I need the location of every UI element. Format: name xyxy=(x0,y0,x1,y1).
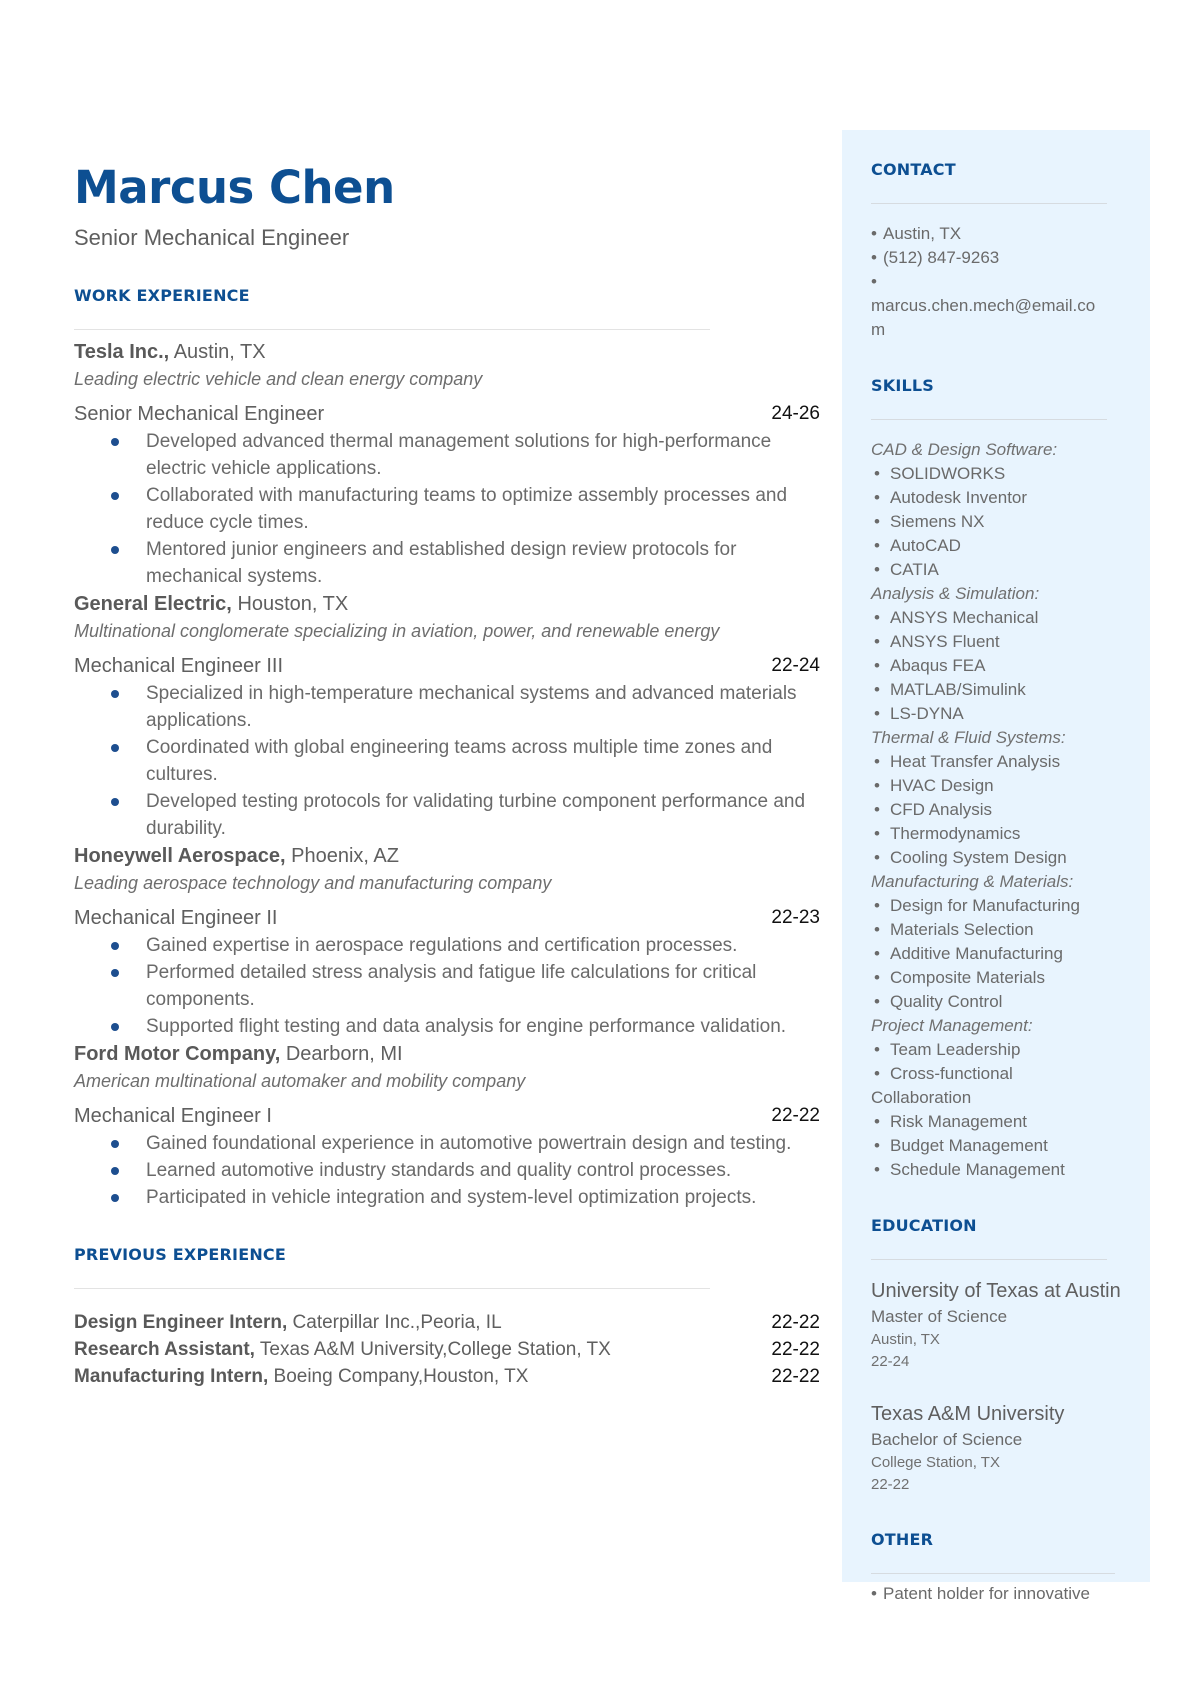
bullet-dot-icon xyxy=(111,546,119,554)
job-bullet xyxy=(146,1184,820,1211)
company-description: Leading electric vehicle and clean energy company xyxy=(74,369,483,389)
bullet-icon: • xyxy=(874,1112,880,1131)
contact-email-wrap[interactable]: m xyxy=(871,320,886,339)
bullet-icon: • xyxy=(871,248,877,267)
bullet-dot-icon xyxy=(111,492,119,500)
skill-item: • ANSYS Fluent xyxy=(871,630,1121,654)
previous-experience-divider xyxy=(74,1288,710,1289)
job-bullet xyxy=(146,959,820,1013)
contact-email-bullet xyxy=(871,270,1121,294)
bullet-icon: • xyxy=(874,776,880,795)
role-dates: 22-24 xyxy=(771,655,820,676)
bullet-icon: • xyxy=(874,1160,880,1179)
previous-experience-row xyxy=(74,1336,820,1363)
job-bullet xyxy=(146,788,820,842)
bullet-icon: • xyxy=(874,992,880,1011)
job-entry xyxy=(74,590,820,842)
bullet-icon: • xyxy=(874,512,880,531)
bullet-icon: • xyxy=(874,1136,880,1155)
bullet-dot-icon xyxy=(111,798,119,806)
job-bullets xyxy=(74,680,820,842)
prev-role: Research Assistant, xyxy=(74,1339,255,1360)
bullet-icon: • xyxy=(874,752,880,771)
skill-item: • Cross-functional xyxy=(871,1062,1121,1086)
skill-item-wrap: Collaboration xyxy=(871,1088,972,1107)
bullet-icon: • xyxy=(874,704,880,723)
bullet-icon: • xyxy=(874,1040,880,1059)
role-line xyxy=(74,1102,820,1130)
bullet-text: Participated in vehicle integration and system-level optimization projects. xyxy=(146,1187,757,1208)
role-line xyxy=(74,904,820,932)
job-entry xyxy=(74,338,820,590)
school-location: College Station, TX xyxy=(871,1454,1000,1471)
role-title: Mechanical Engineer II xyxy=(74,907,278,929)
skill-item: • CATIA xyxy=(871,558,1121,582)
bullet-text: Collaborated with manufacturing teams to optimize assembly processes and reduce cycle times. xyxy=(146,485,788,533)
company-line xyxy=(74,338,820,366)
company-location: Houston, TX xyxy=(237,593,349,615)
prev-role: Design Engineer Intern, xyxy=(74,1312,288,1333)
job-bullets xyxy=(74,428,820,590)
skill-category: CAD & Design Software: xyxy=(871,440,1058,459)
skills-list xyxy=(871,438,1121,1182)
bullet-icon: • xyxy=(874,800,880,819)
skill-item: • ANSYS Mechanical xyxy=(871,606,1121,630)
skills-heading: SKILLS xyxy=(871,376,934,395)
skill-item: • AutoCAD xyxy=(871,534,1121,558)
other-item: • Patent holder for innovative xyxy=(871,1582,1090,1606)
bullet-text: Supported flight testing and data analysis for engine performance validation. xyxy=(146,1016,787,1037)
bullet-dot-icon xyxy=(111,1140,119,1148)
job-bullet xyxy=(146,1157,820,1184)
skill-item: • Autodesk Inventor xyxy=(871,486,1121,510)
job-bullets xyxy=(74,1130,820,1211)
job-bullet xyxy=(146,1013,820,1040)
role-dates: 22-23 xyxy=(771,907,820,928)
company-line xyxy=(74,842,820,870)
bullet-dot-icon xyxy=(111,744,119,752)
education-heading: EDUCATION xyxy=(871,1216,977,1235)
previous-experience-heading: PREVIOUS EXPERIENCE xyxy=(74,1245,286,1264)
job-bullet xyxy=(146,1130,820,1157)
prev-org: Texas A&M University,College Station, TX xyxy=(259,1339,611,1360)
role-dates: 24-26 xyxy=(771,403,820,424)
skill-item: • Team Leadership xyxy=(871,1038,1121,1062)
skill-item: • Abaqus FEA xyxy=(871,654,1121,678)
bullet-dot-icon xyxy=(111,1194,119,1202)
role-title: Mechanical Engineer I xyxy=(74,1105,272,1127)
bullet-dot-icon xyxy=(111,942,119,950)
prev-org: Boeing Company,Houston, TX xyxy=(273,1366,529,1387)
education-entry xyxy=(871,1278,1121,1373)
skill-item: • Heat Transfer Analysis xyxy=(871,750,1121,774)
skill-item: • LS-DYNA xyxy=(871,702,1121,726)
candidate-title: Senior Mechanical Engineer xyxy=(74,225,350,250)
job-bullet xyxy=(146,482,820,536)
work-experience-divider xyxy=(74,329,710,330)
bullet-icon: • xyxy=(874,848,880,867)
job-bullet xyxy=(146,536,820,590)
bullet-icon: • xyxy=(874,464,880,483)
skill-item: • Siemens NX xyxy=(871,510,1121,534)
company-description: Multinational conglomerate specializing in aviation, power, and renewable energy xyxy=(74,621,720,641)
skill-category: Thermal & Fluid Systems: xyxy=(871,728,1066,747)
company-name: Honeywell Aerospace, xyxy=(74,845,286,867)
skill-item: • CFD Analysis xyxy=(871,798,1121,822)
previous-experience-row xyxy=(74,1363,820,1390)
prev-dates: 22-22 xyxy=(771,1339,820,1360)
other-heading: OTHER xyxy=(871,1530,934,1549)
contact-email[interactable]: marcus.chen.mech@email.co xyxy=(871,296,1096,315)
bullet-text: Learned automotive industry standards and quality control processes. xyxy=(146,1160,732,1181)
skill-category: Manufacturing & Materials: xyxy=(871,872,1074,891)
skill-category: Project Management: xyxy=(871,1016,1033,1035)
main-column xyxy=(74,160,820,1390)
skill-item: • Cooling System Design xyxy=(871,846,1121,870)
company-description: Leading aerospace technology and manufacturing company xyxy=(74,873,552,893)
bullet-dot-icon xyxy=(111,1023,119,1031)
job-bullet xyxy=(146,680,820,734)
skill-item: • Additive Manufacturing xyxy=(871,942,1121,966)
role-dates: 22-22 xyxy=(771,1105,820,1126)
bullet-dot-icon xyxy=(111,969,119,977)
bullet-text: Mentored junior engineers and established design review protocols for mechanical systems. xyxy=(146,539,737,587)
sidebar-content xyxy=(871,160,1121,1592)
bullet-icon: • xyxy=(874,920,880,939)
company-location: Dearborn, MI xyxy=(285,1043,403,1065)
skill-item: • Schedule Management xyxy=(871,1158,1121,1182)
skill-item: • Thermodynamics xyxy=(871,822,1121,846)
candidate-name: Marcus Chen xyxy=(74,161,395,214)
degree: Master of Science xyxy=(871,1307,1008,1326)
prev-role: Manufacturing Intern, xyxy=(74,1366,269,1387)
bullet-icon: • xyxy=(874,968,880,987)
bullet-text: Gained expertise in aerospace regulations and certification processes. xyxy=(146,935,738,956)
job-bullets xyxy=(74,932,820,1040)
job-bullet xyxy=(146,932,820,959)
bullet-text: Performed detailed stress analysis and fatigue life calculations for critical components. xyxy=(146,962,757,1010)
role-title: Mechanical Engineer III xyxy=(74,655,284,677)
skill-item: • MATLAB/Simulink xyxy=(871,678,1121,702)
prev-dates: 22-22 xyxy=(771,1366,820,1387)
bullet-dot-icon xyxy=(111,1167,119,1175)
bullet-icon: • xyxy=(874,560,880,579)
bullet-icon: • xyxy=(871,272,877,291)
school-name: University of Texas at Austin xyxy=(871,1280,1121,1302)
education-divider xyxy=(871,1259,1107,1260)
bullet-dot-icon xyxy=(111,438,119,446)
bullet-text: Specialized in high-temperature mechanical systems and advanced materials applications. xyxy=(146,683,797,731)
previous-experience-list xyxy=(74,1309,820,1390)
skill-item: • HVAC Design xyxy=(871,774,1121,798)
company-name: Tesla Inc., xyxy=(74,341,170,363)
skill-item: • SOLIDWORKS xyxy=(871,462,1121,486)
prev-org: Caterpillar Inc.,Peoria, IL xyxy=(292,1312,502,1333)
bullet-icon: • xyxy=(874,488,880,507)
bullet-dot-icon xyxy=(111,690,119,698)
bullet-icon: • xyxy=(871,1584,877,1603)
skill-category: Analysis & Simulation: xyxy=(871,584,1040,603)
contact-heading: CONTACT xyxy=(871,160,956,179)
company-line xyxy=(74,1040,820,1068)
skill-item: • Risk Management xyxy=(871,1110,1121,1134)
job-bullet xyxy=(146,734,820,788)
education-entry xyxy=(871,1401,1121,1496)
bullet-icon: • xyxy=(874,632,880,651)
bullet-icon: • xyxy=(874,656,880,675)
bullet-icon: • xyxy=(874,824,880,843)
school-dates: 22-24 xyxy=(871,1353,910,1370)
degree: Bachelor of Science xyxy=(871,1430,1023,1449)
company-location: Phoenix, AZ xyxy=(291,845,399,867)
skill-item: • Design for Manufacturing xyxy=(871,894,1121,918)
bullet-text: Developed advanced thermal management solutions for high-performance electric vehicle applications. xyxy=(146,431,772,479)
company-line xyxy=(74,590,820,618)
skill-item: • Composite Materials xyxy=(871,966,1121,990)
job-entry xyxy=(74,1040,820,1211)
school-name: Texas A&M University xyxy=(871,1403,1065,1425)
company-location: Austin, TX xyxy=(173,341,266,363)
skill-item: • Budget Management xyxy=(871,1134,1121,1158)
work-experience-heading: WORK EXPERIENCE xyxy=(74,286,250,305)
school-location: Austin, TX xyxy=(871,1331,940,1348)
previous-experience-row xyxy=(74,1309,820,1336)
school-dates: 22-22 xyxy=(871,1476,910,1493)
role-line xyxy=(74,400,820,428)
work-experience-list xyxy=(74,338,820,1211)
role-title: Senior Mechanical Engineer xyxy=(74,403,325,425)
role-line xyxy=(74,652,820,680)
company-description: American multinational automaker and mobility company xyxy=(74,1071,526,1091)
job-entry xyxy=(74,842,820,1040)
company-name: Ford Motor Company, xyxy=(74,1043,281,1065)
bullet-icon: • xyxy=(874,896,880,915)
bullet-icon: • xyxy=(874,1064,880,1083)
bullet-icon: • xyxy=(874,944,880,963)
bullet-text: Gained foundational experience in automotive powertrain design and testing. xyxy=(146,1133,792,1154)
job-bullet xyxy=(146,428,820,482)
contact-location: • Austin, TX xyxy=(871,222,1121,246)
bullet-icon: • xyxy=(874,608,880,627)
skill-item: • Materials Selection xyxy=(871,918,1121,942)
prev-dates: 22-22 xyxy=(771,1312,820,1333)
other-divider xyxy=(871,1573,1115,1574)
bullet-text: Coordinated with global engineering teams across multiple time zones and cultures. xyxy=(146,737,773,785)
contact-divider xyxy=(871,203,1107,204)
bullet-text: Developed testing protocols for validating turbine component performance and durability. xyxy=(146,791,806,839)
sidebar xyxy=(842,130,1150,1582)
bullet-icon: • xyxy=(874,680,880,699)
contact-phone: • (512) 847-9263 xyxy=(871,246,1121,270)
company-name: General Electric, xyxy=(74,593,232,615)
skill-item: • Quality Control xyxy=(871,990,1121,1014)
bullet-icon: • xyxy=(871,224,877,243)
skills-divider xyxy=(871,419,1107,420)
bullet-icon: • xyxy=(874,536,880,555)
